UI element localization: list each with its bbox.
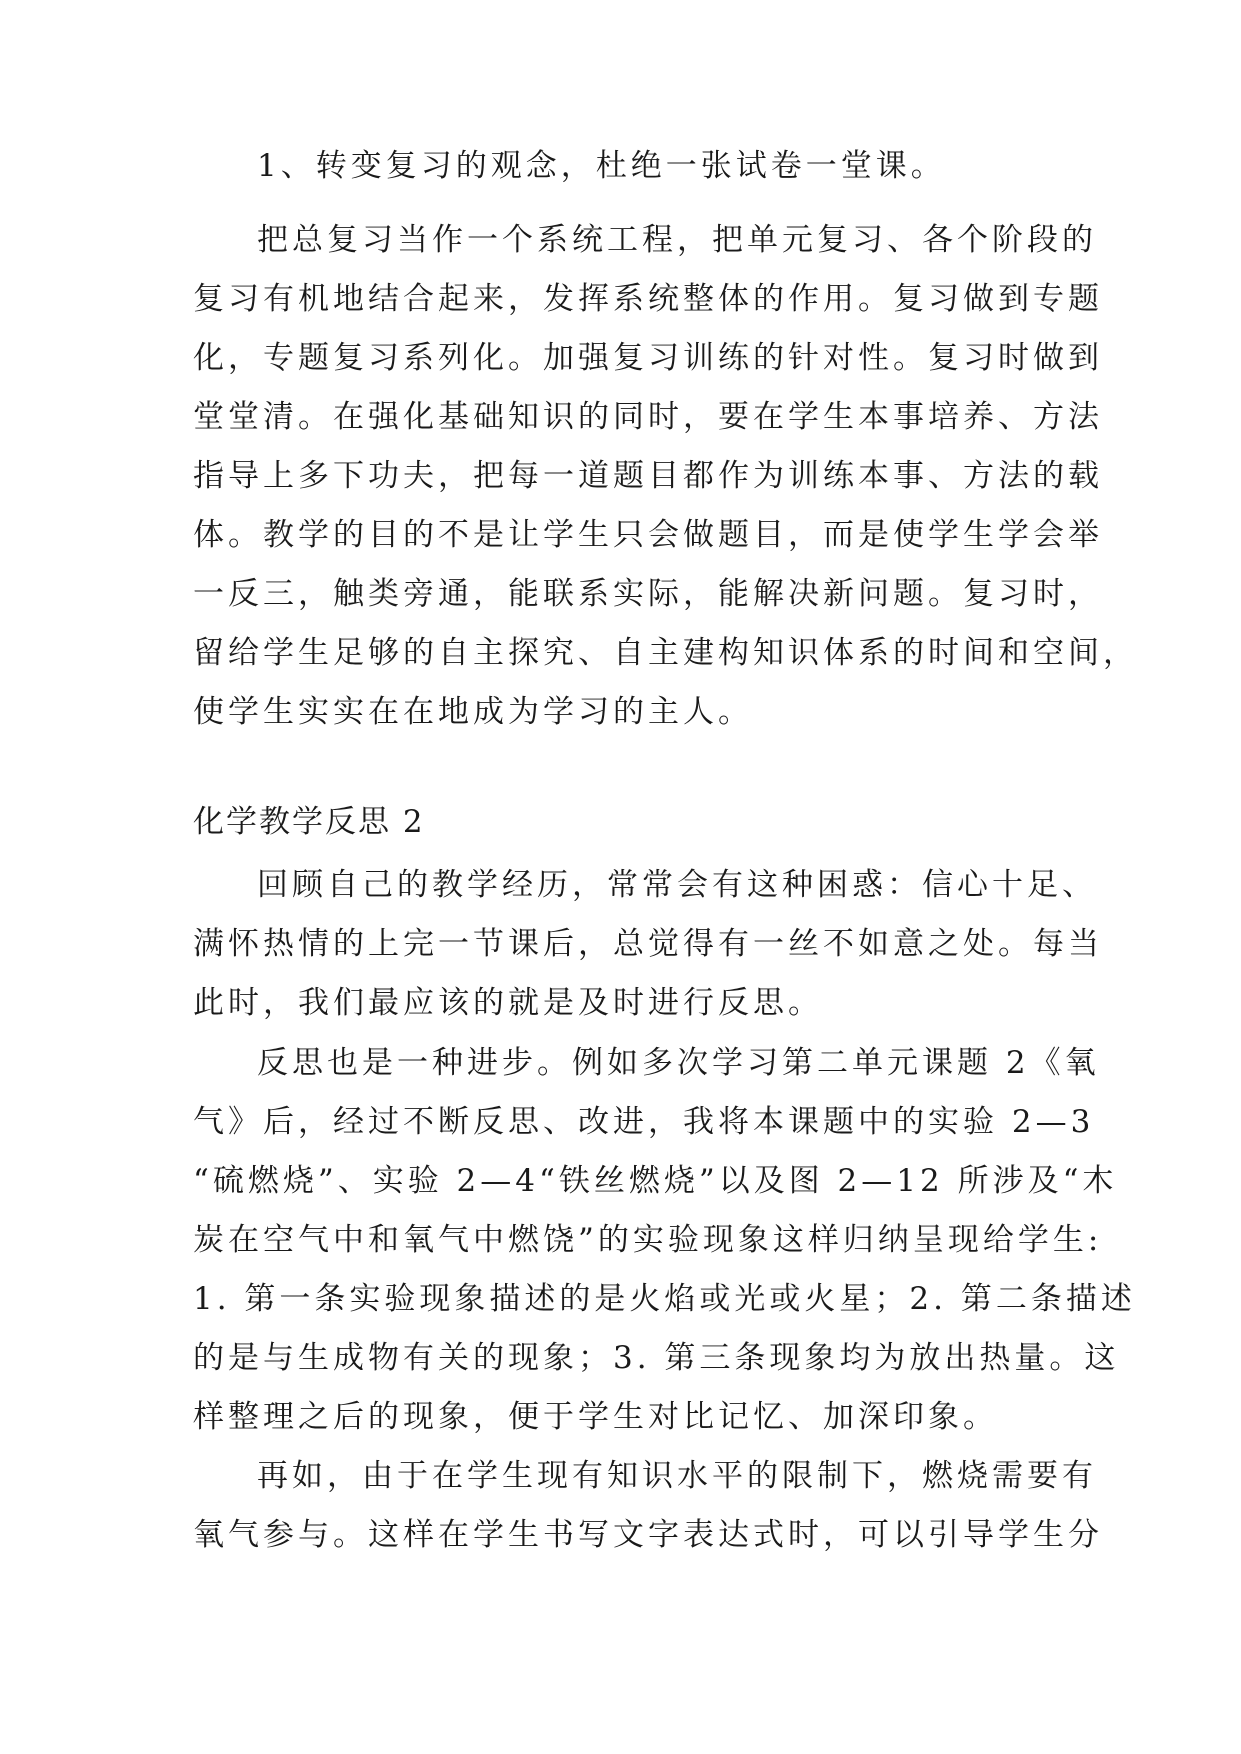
paragraph-line: 复习有机地结合起来，发挥系统整体的作用。复习做到专题	[193, 281, 1103, 317]
paragraph-line: 反思也是一种进步。例如多次学习第二单元课题 2《氧	[257, 1045, 1100, 1081]
paragraph-line: 满怀热情的上完一节课后，总觉得有一丝不如意之处。每当	[193, 926, 1103, 962]
paragraph-line: 1、转变复习的观念，杜绝一张试卷一堂课。	[257, 148, 946, 184]
paragraph-line: 炭在空气中和氧气中燃饶”的实验现象这样归纳呈现给学生:	[193, 1222, 1103, 1258]
paragraph-line: 再如，由于在学生现有知识水平的限制下，燃烧需要有	[257, 1458, 1097, 1494]
paragraph-line: 留给学生足够的自主探究、自主建构知识体系的时间和空间，	[193, 635, 1138, 671]
paragraph-line: 指导上多下功夫，把每一道题目都作为训练本事、方法的载	[193, 458, 1103, 494]
paragraph-line: 1. 第一条实验现象描述的是火焰或光或火星；2. 第二条描述	[193, 1281, 1136, 1317]
section-heading: 化学教学反思 2	[193, 804, 425, 840]
paragraph-line: 的是与生成物有关的现象；3. 第三条现象均为放出热量。这	[193, 1340, 1120, 1376]
paragraph-line: “硫燃烧”、实验 2—4“铁丝燃烧”以及图 2—12 所涉及“木	[193, 1163, 1118, 1199]
paragraph-line: 此时，我们最应该的就是及时进行反思。	[193, 985, 823, 1021]
paragraph-line: 把总复习当作一个系统工程，把单元复习、各个阶段的	[257, 222, 1097, 258]
paragraph-line: 样整理之后的现象，便于学生对比记忆、加深印象。	[193, 1399, 998, 1435]
paragraph-line: 气》后，经过不断反思、改进，我将本课题中的实验 2—3	[193, 1104, 1095, 1140]
paragraph-line: 氧气参与。这样在学生书写文字表达式时，可以引导学生分	[193, 1517, 1103, 1553]
paragraph-line: 堂堂清。在强化基础知识的同时，要在学生本事培养、方法	[193, 399, 1103, 435]
paragraph-line: 一反三，触类旁通，能联系实际，能解决新问题。复习时，	[193, 576, 1103, 612]
paragraph-line: 使学生实实在在地成为学习的主人。	[193, 694, 753, 730]
paragraph-line: 化，专题复习系列化。加强复习训练的针对性。复习时做到	[193, 340, 1103, 376]
paragraph-line: 回顾自己的教学经历，常常会有这种困惑：信心十足、	[257, 867, 1097, 903]
paragraph-line: 体。教学的目的不是让学生只会做题目，而是使学生学会举	[193, 517, 1103, 553]
